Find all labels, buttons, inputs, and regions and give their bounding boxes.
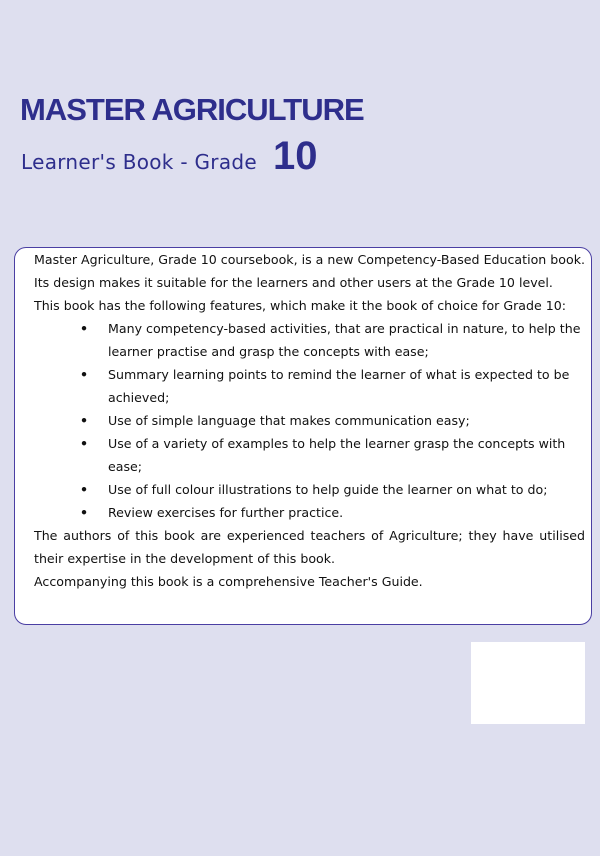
feature-item [80, 432, 585, 478]
barcode-placeholder [471, 642, 585, 724]
subtitle-text: Learner's Book - Grade [21, 150, 257, 174]
bullet-icon: • [80, 436, 89, 451]
grade-number: 10 [273, 134, 318, 178]
features-list [34, 317, 585, 524]
feature-item [80, 317, 585, 363]
bullet-icon: • [80, 482, 89, 497]
feature-text: Review exercises for further practice. [108, 505, 344, 520]
accompanying-paragraph: Accompanying this book is a comprehensive Teacher's Guide. [34, 574, 423, 589]
feature-text: Use of full colour illustrations to help guide the learner on what to do; [108, 482, 548, 497]
feature-text: Use of a variety of examples to help the learner grasp the concepts with ease; [108, 436, 566, 474]
feature-item [80, 478, 585, 501]
book-subtitle [21, 136, 318, 176]
feature-item [80, 363, 585, 409]
feature-item [80, 409, 585, 432]
bullet-icon: • [80, 321, 89, 336]
book-title: MASTER AGRICULTURE [20, 92, 364, 127]
feature-text: Summary learning points to remind the learner of what is expected to be achieved; [108, 367, 570, 405]
bullet-icon: • [80, 505, 89, 520]
feature-text: Many competency-based activities, that are practical in nature, to help the learner practise and grasp the concepts with ease; [108, 321, 581, 359]
feature-item [80, 501, 585, 524]
authors-paragraph: The authors of this book are experienced teachers of Agriculture; they have utilised their expertise in the development of this book. [34, 528, 585, 566]
book-description-box [14, 247, 592, 625]
bullet-icon: • [80, 367, 89, 382]
intro-paragraph: Master Agriculture, Grade 10 coursebook, is a new Competency-Based Education book. Its design makes it suitable for the learners and other users at the Grade 10 level. [34, 252, 585, 290]
feature-text: Use of simple language that makes communication easy; [108, 413, 470, 428]
features-intro: This book has the following features, which make it the book of choice for Grade 10: [34, 298, 567, 313]
bullet-icon: • [80, 413, 89, 428]
